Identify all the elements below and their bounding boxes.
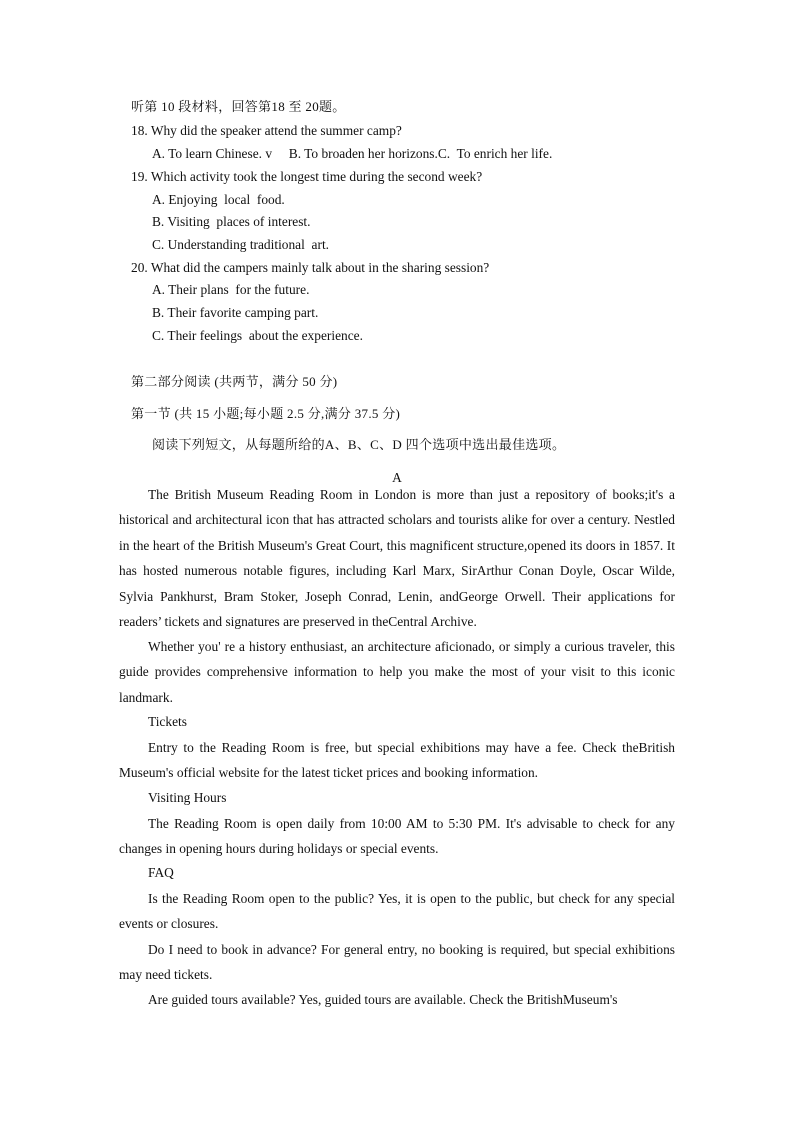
tickets-paragraph: Entry to the Reading Room is free, but special exhibitions may have a fee. Check theBritish Museum's official website for the latest ticket prices and booking information.: [119, 740, 675, 781]
reading-section-title: 第一节 (共 15 小题;每小题 2.5 分,满分 37.5 分): [131, 406, 401, 421]
question-19-stem: 19. Which activity took the longest time during the second week?: [131, 169, 483, 184]
question-19-option-c: C. Understanding traditional art.: [152, 237, 330, 252]
faq-item-1: Is the Reading Room open to the public? Yes, it is open to the public, but check for any special events or closures.: [119, 891, 675, 932]
faq-item-2: Do I need to book in advance? For general entry, no booking is required, but special exhibitions may need tickets.: [119, 942, 675, 983]
question-18-stem: 18. Why did the speaker attend the summer camp?: [131, 123, 402, 138]
faq-item-3: Are guided tours available? Yes, guided tours are available. Check the BritishMuseum's: [148, 992, 618, 1007]
reading-part-title: 第二部分阅读 (共两节，满分 50 分): [131, 374, 338, 389]
passage-paragraph-2: Whether you' re a history enthusiast, an architecture aficionado, or simply a curious traveler, this guide provides comprehensive information to help you make the most of your visit to this iconic landmark.: [119, 639, 675, 705]
question-19-option-a: A. Enjoying local food.: [152, 192, 285, 207]
question-18-options: A. To learn Chinese. v B. To broaden her horizons.C. To enrich her life.: [152, 146, 553, 161]
passage-paragraph-1: The British Museum Reading Room in London is more than just a repository of books;it's a historical and architectural icon that has attracted scholars and tourists alike for over a century. Nestled in the heart of the British Museum's Great Court, this magnificent structure,opened its doors in 1857. It has hosted numerous notable figures, including Karl Marx, SirArthur Conan Doyle, Oscar Wilde, Sylvia Pankhurst, Bram Stoker, Joseph Conrad, Lenin, andGeorge Orwell. Their applications for readers’ tickets and signatures are preserved in theCentral Archive.: [119, 487, 675, 630]
passage-label: A: [392, 470, 402, 485]
visiting-hours-paragraph: The Reading Room is open daily from 10:00 AM to 5:30 PM. It's advisable to check for any changes in opening hours during holidays or special events.: [119, 816, 675, 857]
visiting-hours-heading: Visiting Hours: [148, 790, 227, 805]
tickets-heading: Tickets: [148, 714, 187, 729]
question-19-option-b: B. Visiting places of interest.: [152, 214, 311, 229]
question-20-option-a: A. Their plans for the future.: [152, 282, 310, 297]
question-20-option-b: B. Their favorite camping part.: [152, 305, 319, 320]
question-20-stem: 20. What did the campers mainly talk about in the sharing session?: [131, 260, 490, 275]
listening-section-header: 听第 10 段材料，回答第18 至 20题。: [131, 99, 346, 114]
question-20-option-c: C. Their feelings about the experience.: [152, 328, 363, 343]
faq-heading: FAQ: [148, 865, 174, 880]
reading-instruction: 阅读下列短文，从每题所给的A、B、C、D 四个选项中选出最佳选项。: [152, 437, 566, 452]
